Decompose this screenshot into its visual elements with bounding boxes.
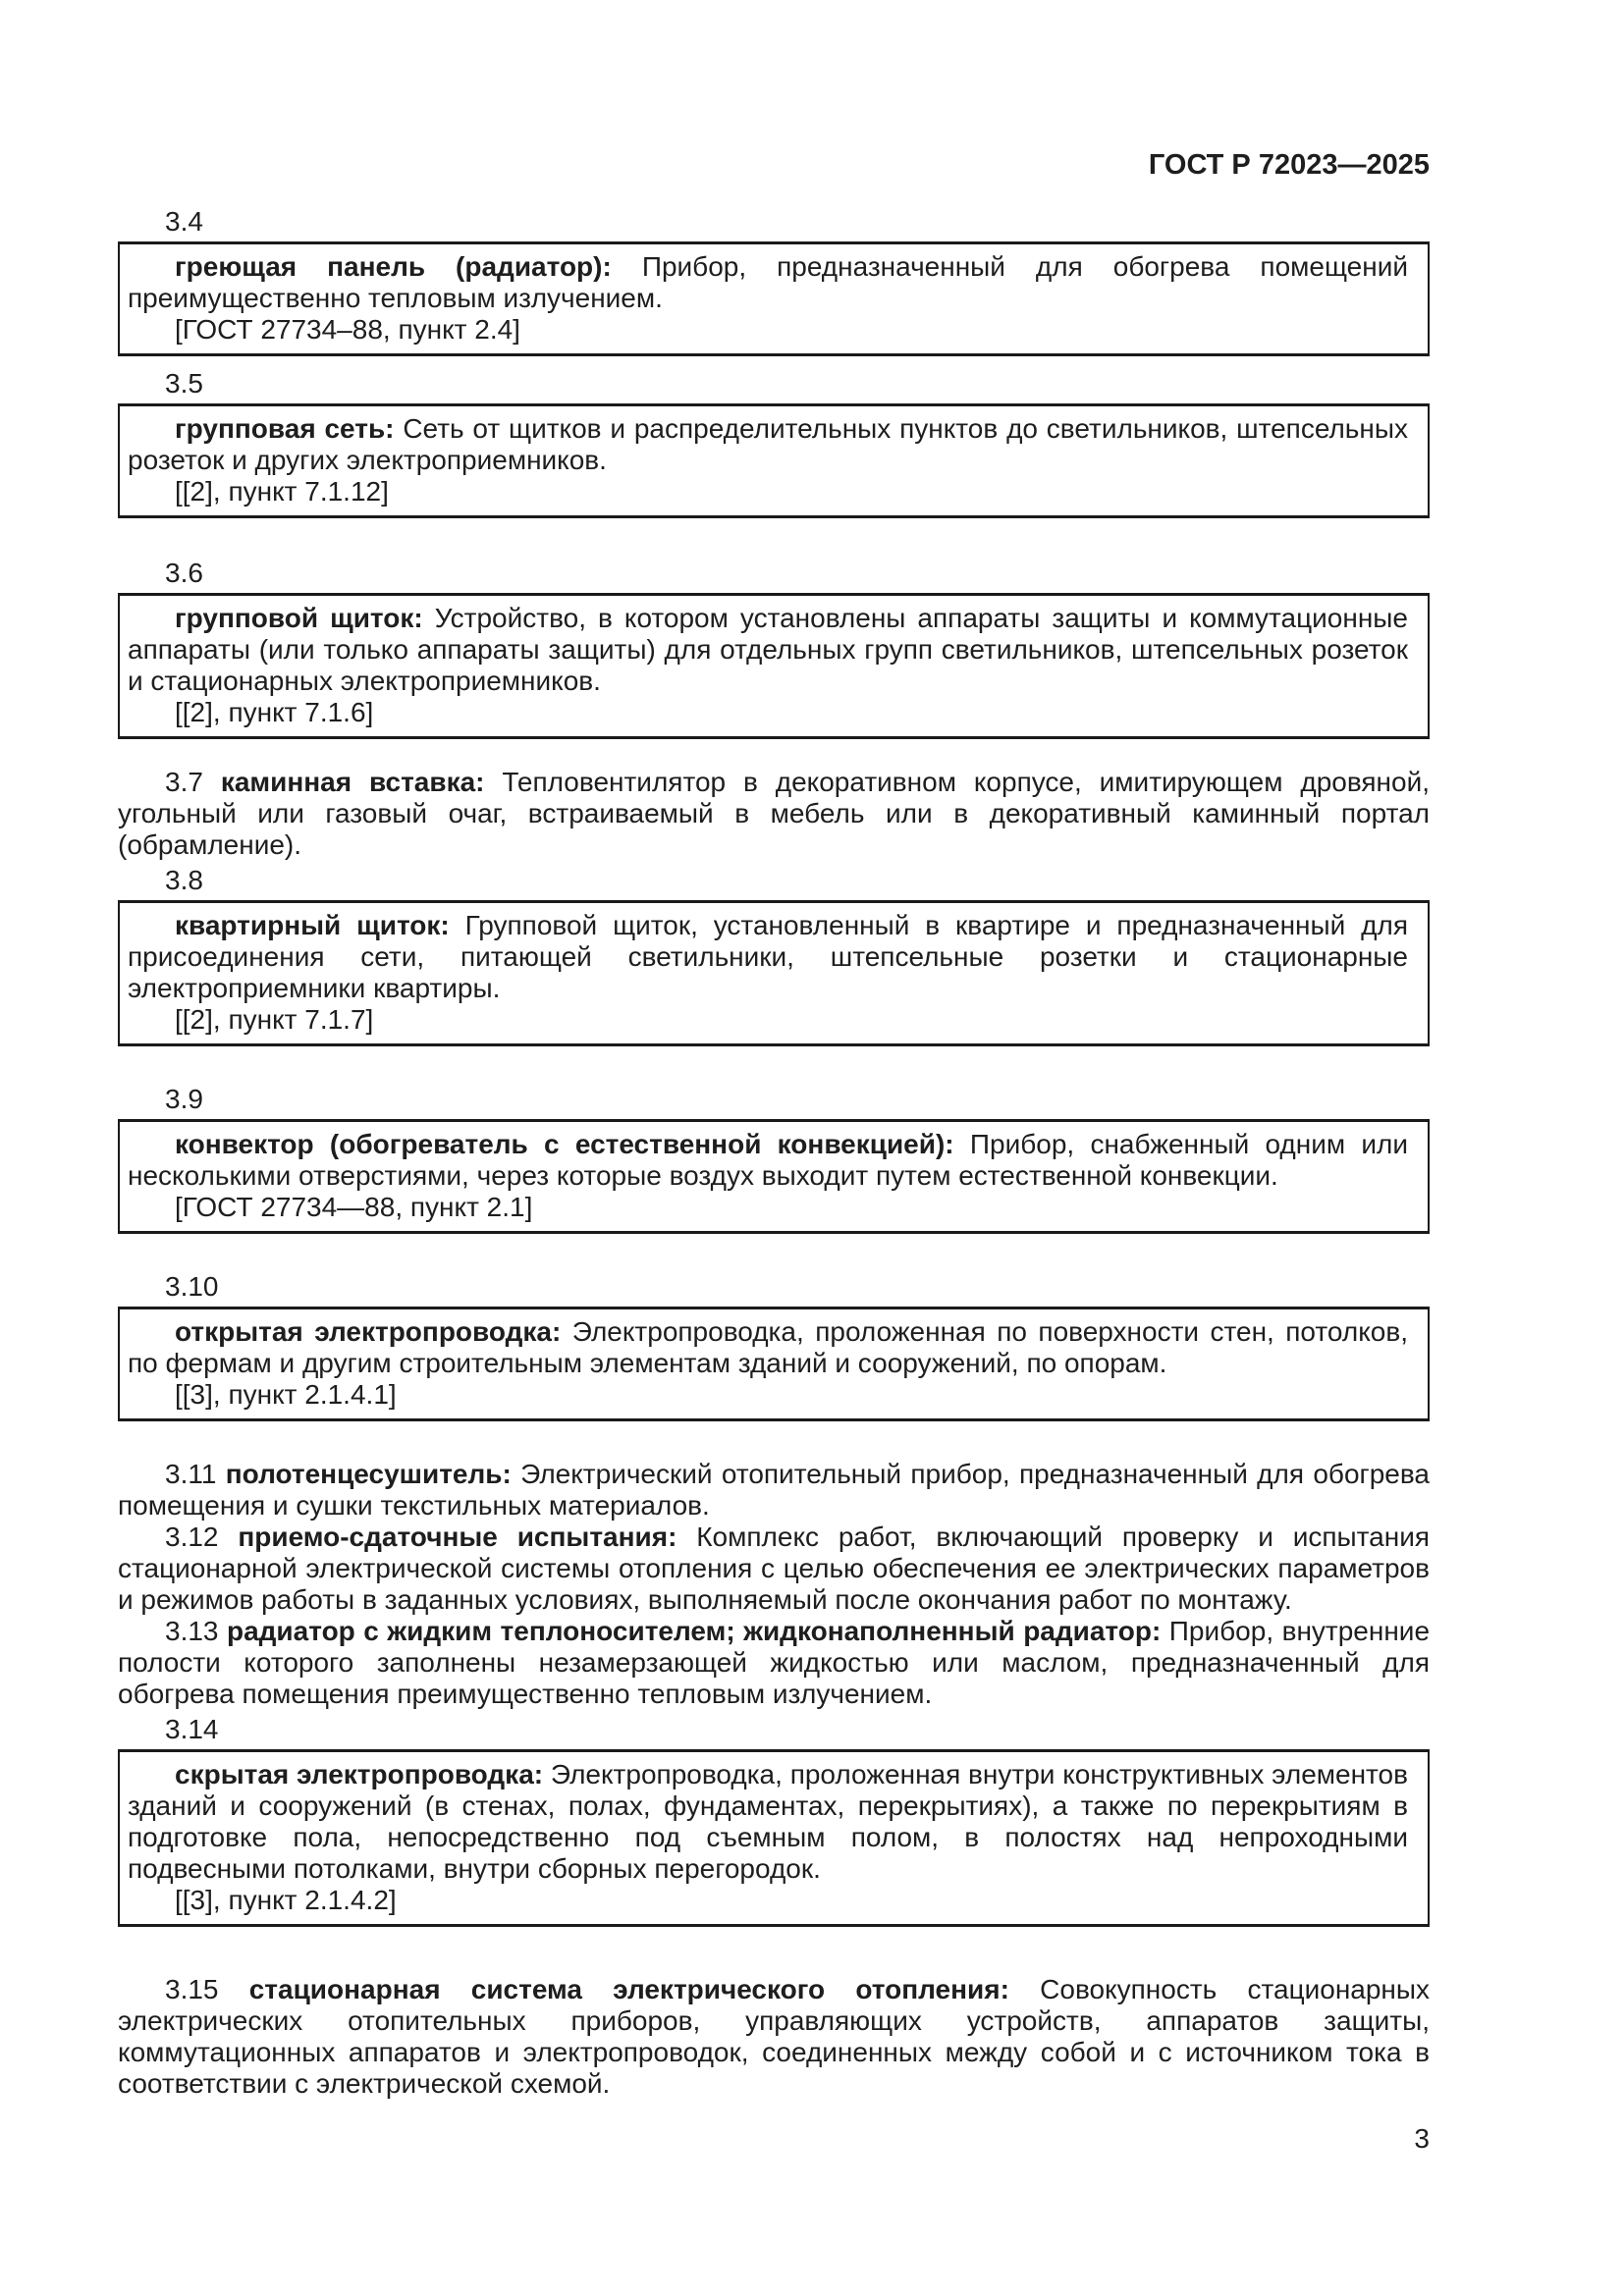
term-entry-3-7: [118, 767, 1430, 861]
term-name: приемо-сдаточные испытания:: [238, 1522, 677, 1552]
term-name: групповая сеть:: [175, 413, 395, 444]
definition-box: [118, 1749, 1430, 1927]
term-name: групповой щиток:: [175, 603, 423, 633]
term-entry-3-8: [118, 865, 1430, 1046]
term-name: каминная вставка:: [220, 767, 485, 797]
definition-box: [118, 900, 1430, 1046]
term-definition: Электропроводка, проложенная внутри конструктивных элементов зданий и сооружений (в стенах, полах, фундаментах, перекрытиях), а также по перекрытиям в подготовке пола, непосредственно под съемным полом, в полостях над непроходными подвесными потолками, внутри сборных перегородок.: [128, 1759, 1409, 1884]
term-source: [[2], пункт 7.1.6]: [175, 697, 374, 727]
term-definition: Устройство, в котором установлены аппараты защиты и коммутационные аппараты (или только аппараты защиты) для отдельных групп светильников, штепсельных розеток и стационарных электроприемников.: [128, 603, 1408, 696]
term-entry-3-12: [118, 1522, 1430, 1616]
term-name: открытая электропроводка:: [175, 1316, 562, 1347]
term-entry-3-13: [118, 1616, 1430, 1710]
term-name: скрытая электропроводка:: [175, 1759, 544, 1789]
term-entry-3-5: [118, 368, 1430, 518]
term-number: 3.11: [165, 1459, 217, 1489]
page-number: 3: [1414, 2123, 1430, 2154]
term-source: [[3], пункт 2.1.4.2]: [175, 1885, 397, 1915]
document-code-header: ГОСТ Р 72023—2025: [1148, 149, 1430, 181]
term-entry-3-14: [118, 1714, 1430, 1927]
term-entry-3-15: [118, 1974, 1430, 2100]
term-definition: Прибор, внутренние полости которого заполнены незамерзающей жидкостью или маслом, предназначенный для обогрева помещения преимущественно тепловым излучением.: [118, 1616, 1431, 1709]
term-source: [ГОСТ 27734–88, пункт 2.4]: [175, 314, 520, 345]
term-definition: Групповой щиток, установленный в квартире и предназначенный для присоединения сети, питающей светильники, штепсельные розетки и стационарные электроприемники квартиры.: [128, 910, 1409, 1003]
term-number: 3.4: [165, 206, 203, 237]
term-entry-3-6: [118, 558, 1430, 739]
term-number: 3.8: [165, 865, 203, 895]
term-number: 3.13: [165, 1616, 219, 1646]
term-number: 3.9: [165, 1084, 203, 1114]
term-definition: Электрический отопительный прибор, предназначенный для обогрева помещения и сушки текстильных материалов.: [118, 1459, 1431, 1521]
term-entry-3-11: [118, 1459, 1430, 1522]
term-definition: Совокупность стационарных электрических отопительных приборов, управляющих устройств, аппаратов защиты, коммутационных аппаратов и электропроводок, соединенных между собой и с источником тока в соответствии с электрической схемой.: [118, 1974, 1431, 2099]
term-definition: Электропроводка, проложенная по поверхности стен, потолков, по фермам и другим строительным элементам зданий и сооружений, по опорам.: [128, 1316, 1408, 1378]
term-number: 3.7: [165, 767, 203, 797]
term-number: 3.5: [165, 368, 203, 399]
term-entry-3-4: [118, 206, 1430, 356]
term-number: 3.12: [165, 1522, 219, 1552]
definition-box: [118, 1307, 1430, 1421]
definition-box: [118, 593, 1430, 739]
term-name: стационарная система электрического отопления:: [248, 1974, 1009, 2004]
term-name: квартирный щиток:: [175, 910, 450, 940]
term-definition: Сеть от щитков и распределительных пунктов до светильников, штепсельных розеток и других электроприемников.: [128, 413, 1408, 475]
term-source: [[2], пункт 7.1.12]: [175, 476, 389, 507]
term-source: [[3], пункт 2.1.4.1]: [175, 1379, 397, 1410]
definition-box: [118, 1119, 1430, 1234]
term-entry-3-9: [118, 1084, 1430, 1234]
term-definition: Тепловентилятор в декоративном корпусе, имитирующем дровяной, угольный или газовый очаг, встраиваемый в мебель или в декоративный каминный портал (обрамление).: [118, 767, 1431, 860]
term-number: 3.10: [165, 1271, 219, 1302]
definition-box: [118, 403, 1430, 518]
page-content: [118, 0, 1430, 2155]
term-number: 3.6: [165, 558, 203, 588]
term-definition: Комплекс работ, включающий проверку и испытания стационарной электрической системы отопления с целью обеспечения ее электрических параметров и режимов работы в заданных условиях, выполняемый после окончания работ по монтажу.: [118, 1522, 1431, 1615]
term-name: греющая панель (радиатор):: [175, 251, 612, 282]
definition-box: [118, 241, 1430, 356]
term-definition: Прибор, снабженный одним или несколькими отверстиями, через которые воздух выходит путем естественной конвекции.: [128, 1129, 1408, 1191]
term-entry-3-10: [118, 1271, 1430, 1421]
term-name: радиатор с жидким теплоносителем; жидконаполненный радиатор:: [226, 1616, 1162, 1646]
term-name: конвектор (обогреватель с естественной конвекцией):: [175, 1129, 954, 1159]
term-source: [ГОСТ 27734—88, пункт 2.1]: [175, 1192, 533, 1222]
term-number: 3.15: [165, 1974, 219, 2004]
term-number: 3.14: [165, 1714, 219, 1744]
term-name: полотенцесушитель:: [225, 1459, 512, 1489]
term-source: [[2], пункт 7.1.7]: [175, 1004, 374, 1035]
term-definition: Прибор, предназначенный для обогрева помещений преимущественно тепловым излучением.: [128, 251, 1408, 313]
